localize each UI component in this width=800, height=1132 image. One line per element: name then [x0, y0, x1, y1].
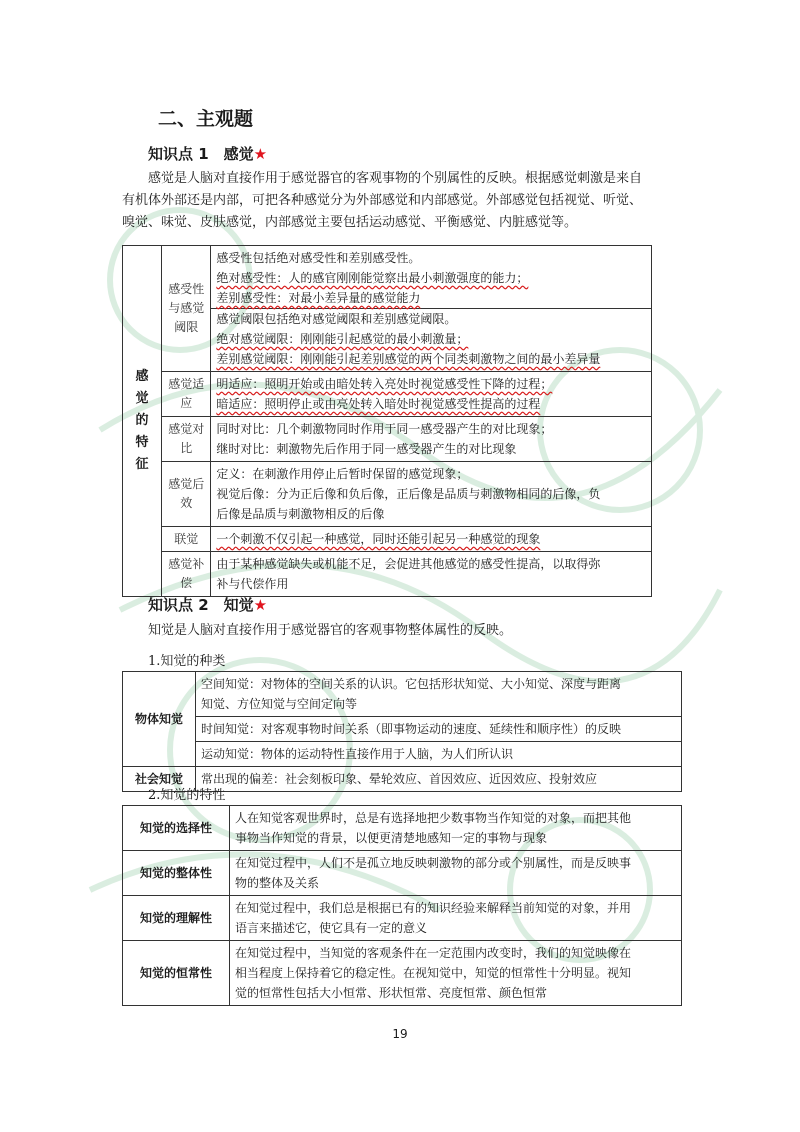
knowledge-point-2-heading [148, 594, 267, 615]
row-label: 感觉适应 [162, 372, 211, 417]
content-line: 视觉后像：分为正后像和负后像，正后像是品质与刺激物相同的后像，负 [216, 487, 601, 501]
row-label: 社会知觉 [123, 767, 196, 792]
content-line: 感受性包括绝对感受性和差别感受性。 [216, 251, 421, 265]
row-label: 知觉的理解性 [123, 896, 230, 941]
kp2-title: 知识点 2 知觉 [148, 596, 254, 614]
page-number: 19 [392, 1027, 408, 1041]
subsection-1-title: 1.知觉的种类 [148, 654, 226, 669]
row-content [230, 941, 682, 1006]
category-cell [123, 246, 162, 597]
content-line: 时间知觉：对客观事物时间关系（即事物运动的速度、延续性和顺序性）的反映 [201, 722, 622, 736]
row-content [230, 806, 682, 851]
section-title: 二、主观题 [158, 108, 254, 130]
content-line: 知觉、方位知觉与空间定向等 [201, 697, 358, 711]
content-line: 觉的恒常性包括大小恒常、形状恒常、亮度恒常、颜色恒常 [235, 986, 548, 1000]
row-content [196, 767, 682, 792]
row-content [211, 246, 652, 372]
sensation-features-table [122, 245, 652, 597]
kp1-intro-line: 感觉是人脑对直接作用于感觉器官的客观事物的个别属性的反映。根据感觉刺激是来自 [148, 171, 643, 186]
content-line: 绝对感受性：人的感官刚刚能觉察出最小刺激强度的能力； [216, 271, 529, 285]
content-line: 事物当作知觉的背景，以便更清楚地感知一定的事物与现象 [235, 831, 548, 845]
kp2-intro-paragraph [122, 620, 682, 642]
content-line: 差别感觉阈限：刚刚能引起差别感觉的两个同类刺激物之间的最小差异量 [216, 352, 601, 366]
kp1-intro-line: 有机体外部还是内部，可把各种感觉分为外部感觉和内部感觉。外部感觉包括视觉、听觉、 [122, 193, 643, 208]
content-line: 继时对比：刺激物先后作用于同一感受器产生的对比现象 [216, 442, 517, 456]
kp1-intro-paragraph [122, 168, 682, 234]
category-label: 感觉的特征 [135, 369, 149, 472]
row-content [196, 672, 682, 717]
star-icon: ★ [253, 145, 268, 163]
knowledge-point-1-heading [148, 143, 267, 164]
row-label: 感觉补偿 [162, 552, 211, 597]
kp1-intro-line: 嗅觉、味觉、皮肤感觉，内部感觉主要包括运动感觉、平衡感觉、内脏感觉等。 [122, 215, 578, 230]
content-line: 差别感受性：对最小差异量的感觉能力 [216, 291, 421, 305]
content-line: 后像是品质与刺激物相反的后像 [216, 507, 385, 521]
content-line: 空间知觉：对物体的空间关系的认识。它包括形状知觉、大小知觉、深度与距离 [201, 677, 622, 691]
row-label: 感觉对比 [162, 417, 211, 462]
row-content [196, 717, 682, 742]
perception-types-table [122, 671, 682, 792]
content-line: 语言来描述它，使它具有一定的意义 [235, 921, 428, 935]
row-content [211, 462, 652, 527]
content-line: 常出现的偏差：社会刻板印象、晕轮效应、首因效应、近因效应、投射效应 [201, 772, 598, 786]
row-content [230, 851, 682, 896]
content-line: 明适应：照明开始或由暗处转入亮处时视觉感受性下降的过程； [216, 377, 553, 391]
content-line: 同时对比：几个刺激物同时作用于同一感受器产生的对比现象； [216, 422, 553, 436]
row-content [211, 552, 652, 597]
content-line: 在知觉过程中，人们不是孤立地反映刺激物的部分或个别属性，而是反映事 [235, 856, 632, 870]
content-line: 相当程度上保持着它的稳定性。在视知觉中，知觉的恒常性十分明显。视知 [235, 966, 632, 980]
row-label: 知觉的选择性 [123, 806, 230, 851]
content-line: 由于某种感觉缺失或机能不足，会促进其他感觉的感受性提高，以取得弥 [216, 557, 601, 571]
kp1-title: 知识点 1 感觉 [148, 145, 254, 163]
row-label: 联觉 [162, 527, 211, 552]
content-line: 暗适应：照明停止或由亮处转入暗处时视觉感受性提高的过程 [216, 397, 541, 411]
subsection-2-title: 2.知觉的特性 [148, 788, 226, 803]
star-icon: ★ [253, 596, 268, 614]
row-label: 物体知觉 [123, 672, 196, 767]
row-content [211, 372, 652, 417]
content-line: 定义：在刺激作用停止后暂时保留的感觉现象； [216, 467, 469, 481]
row-content [211, 527, 652, 552]
kp2-intro: 知觉是人脑对直接作用于感觉器官的客观事物整体属性的反映。 [148, 623, 513, 638]
row-label: 知觉的恒常性 [123, 941, 230, 1006]
content-line: 补与代偿作用 [216, 577, 289, 591]
content-line: 绝对感觉阈限：刚刚能引起感觉的最小刺激量； [216, 332, 469, 346]
row-label: 感觉后效 [162, 462, 211, 527]
content-line: 运动知觉：物体的运动特性直接作用于人脑，为人们所认识 [201, 747, 514, 761]
content-line: 人在知觉客观世界时，总是有选择地把少数事物当作知觉的对象，而把其他 [235, 811, 632, 825]
content-line: 感觉阈限包括绝对感觉阈限和差别感觉阈限。 [211, 308, 651, 329]
row-content [196, 742, 682, 767]
row-content [230, 896, 682, 941]
content-line: 在知觉过程中，当知觉的客观条件在一定范围内改变时，我们的知觉映像在 [235, 946, 632, 960]
content-line: 一个刺激不仅引起一种感觉，同时还能引起另一种感觉的现象 [216, 532, 541, 546]
content-line: 在知觉过程中，我们总是根据已有的知识经验来解释当前知觉的对象，并用 [235, 901, 632, 915]
row-label: 感受性与感觉阈限 [162, 246, 211, 372]
row-content [211, 417, 652, 462]
perception-properties-table [122, 805, 682, 1006]
content-line: 物的整体及关系 [235, 876, 320, 890]
row-label: 知觉的整体性 [123, 851, 230, 896]
